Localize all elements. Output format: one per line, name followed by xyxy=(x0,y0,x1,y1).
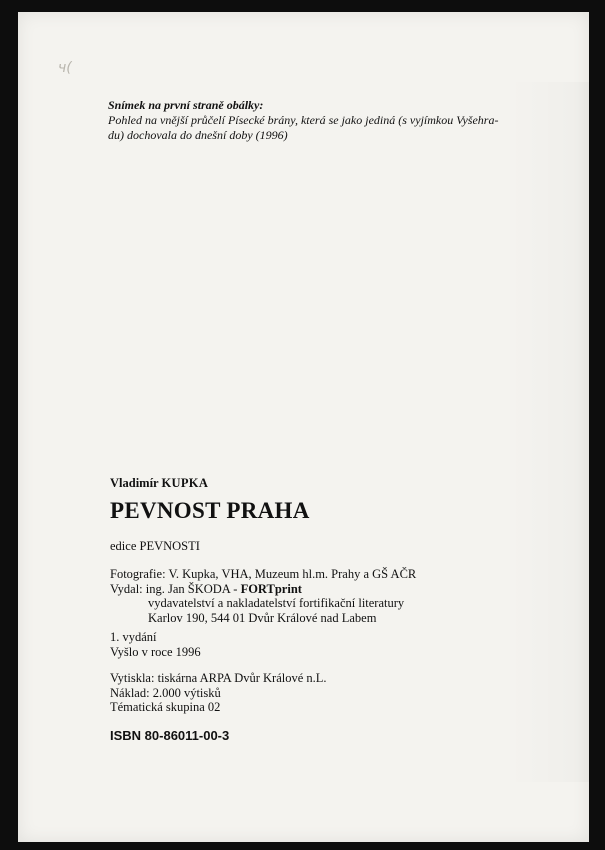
printing-info xyxy=(110,671,327,715)
author-surname: KUPKA xyxy=(161,476,209,490)
publisher-brand: FORTprint xyxy=(240,581,302,596)
release-info xyxy=(110,630,201,660)
release-year: Vyšlo v roce 1996 xyxy=(110,645,201,659)
photo-credits: Fotografie: V. Kupka, VHA, Muzeum hl.m. Prahy a GŠ AČR xyxy=(110,567,417,581)
show-through-shadow xyxy=(508,82,589,782)
publisher-prefix: Vydal: ing. Jan ŠKODA - xyxy=(110,581,241,596)
cover-note-line2: du) dochovala do dnešní doby (1996) xyxy=(108,128,288,142)
printer: Vytiskla: tiskárna ARPA Dvůr Králové n.L. xyxy=(110,671,327,685)
cover-note-title: Snímek na první straně obálky: xyxy=(108,98,264,112)
cover-note-line1: Pohled na vnější průčelí Písecké brány, která se jako jediná (s vyjímkou Vyšehra- xyxy=(108,113,499,127)
edition-number: 1. vydání xyxy=(110,630,157,644)
credits-block xyxy=(110,567,416,625)
pencil-mark: ч( xyxy=(58,60,72,76)
publisher-address: Karlov 190, 544 01 Dvůr Králové nad Labem xyxy=(148,610,377,625)
publisher-line xyxy=(110,582,416,597)
author-name xyxy=(110,476,208,491)
print-run: Náklad: 2.000 výtisků xyxy=(110,685,221,700)
series-name: edice PEVNOSTI xyxy=(110,539,200,553)
isbn: ISBN 80-86011-00-3 xyxy=(110,728,230,743)
book-title: PEVNOST PRAHA xyxy=(110,498,310,523)
publisher-description: vydavatelství a nakladatelství fortifikační literatury xyxy=(148,596,405,610)
cover-photo-note xyxy=(108,98,498,143)
author-first-name: Vladimír xyxy=(110,476,159,490)
subject-group: Tématická skupina 02 xyxy=(110,700,221,714)
